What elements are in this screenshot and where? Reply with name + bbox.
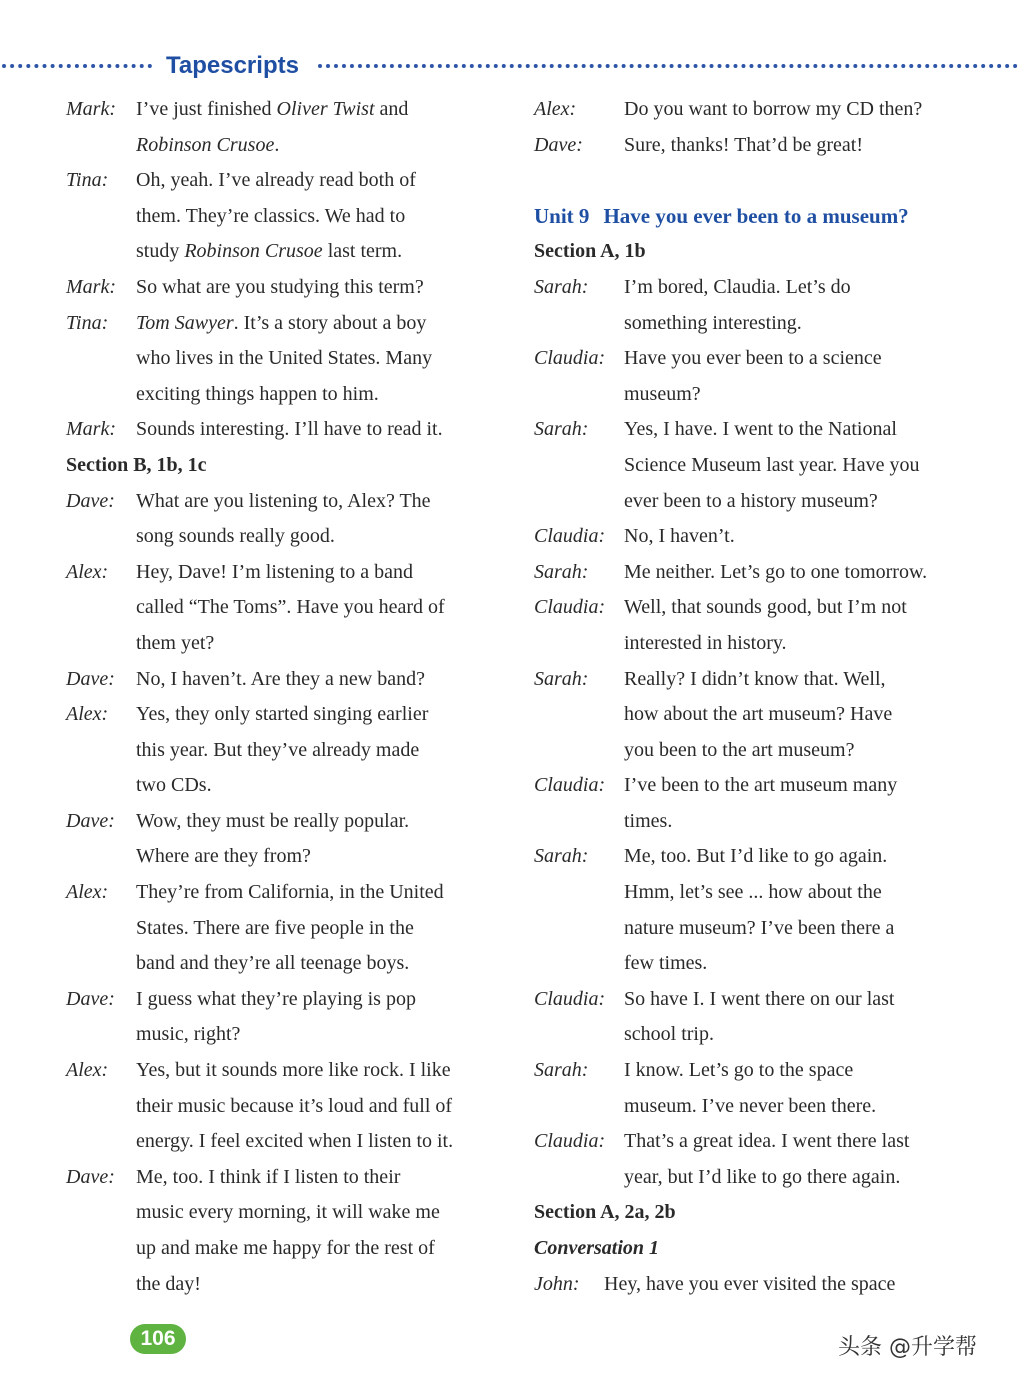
dialogue-text — [136, 1053, 506, 1089]
speaker-label: Dave: — [534, 133, 583, 156]
speaker-label: Sarah: — [534, 667, 589, 690]
speaker-label: Claudia: — [534, 987, 606, 1010]
dialogue-line — [534, 768, 994, 804]
text-fragment: times. — [624, 809, 673, 832]
book-title: Tom Sawyer — [136, 311, 234, 334]
header-dotted-rule-right — [318, 64, 1018, 68]
text-fragment: Oh, yeah. I’ve already read both of — [136, 169, 416, 192]
speaker-label — [534, 1089, 624, 1125]
text-fragment: museum. I’ve never been there. — [624, 1094, 877, 1117]
text-fragment: That’s a great idea. I went there last — [624, 1130, 910, 1153]
text-fragment: ever been to a history museum? — [624, 489, 878, 512]
dialogue-text — [136, 1089, 506, 1125]
dialogue-line — [534, 697, 994, 733]
speaker-label — [66, 519, 136, 555]
dialogue-text — [136, 911, 506, 947]
text-fragment: I’ve just finished — [136, 98, 277, 120]
dialogue-text — [136, 377, 506, 413]
dialogue-text — [136, 697, 506, 733]
dialogue-line — [66, 1089, 506, 1125]
dialogue-text — [136, 1195, 506, 1231]
text-fragment: I guess what they’re playing is pop — [136, 987, 416, 1010]
speaker-label — [66, 1231, 136, 1267]
dialogue-line — [534, 839, 994, 875]
text-fragment: energy. I feel excited when I listen to it. — [136, 1130, 454, 1153]
dialogue-line — [66, 484, 506, 520]
speaker-label: Alex: — [534, 98, 577, 120]
dialogue-text — [136, 234, 506, 270]
dialogue-line — [66, 163, 506, 199]
dialogue-text — [624, 555, 994, 591]
text-fragment: Where are they from? — [136, 845, 311, 868]
dialogue-line — [534, 519, 994, 555]
dialogue-text — [624, 412, 994, 448]
dialogue-line — [66, 590, 506, 626]
text-fragment: nature museum? I’ve been there a — [624, 916, 895, 939]
speaker-label — [534, 911, 624, 947]
text-fragment: school trip. — [624, 1023, 714, 1046]
dialogue-text — [624, 626, 994, 662]
dialogue-text — [136, 626, 506, 662]
dialogue-text — [136, 733, 506, 769]
dialogue-line — [534, 1017, 994, 1053]
speaker-label: Alex: — [66, 560, 109, 583]
dialogue-text — [624, 519, 994, 555]
dialogue-text — [136, 412, 506, 448]
dialogue-text — [136, 875, 506, 911]
speaker-label: Mark: — [66, 418, 116, 441]
text-fragment: Hmm, let’s see ... how about the — [624, 881, 882, 904]
dialogue-line — [66, 555, 506, 591]
dialogue-text — [624, 911, 994, 947]
dialogue-line — [66, 128, 506, 164]
speaker-label: Tina: — [66, 169, 109, 192]
speaker-label — [66, 1017, 136, 1053]
text-fragment: I know. Let’s go to the space — [624, 1059, 854, 1082]
speaker-label — [534, 484, 624, 520]
speaker-label — [534, 946, 624, 982]
dialogue-line — [534, 1053, 994, 1089]
speaker-label — [66, 768, 136, 804]
dialogue-text — [624, 946, 994, 982]
speaker-label: Sarah: — [534, 418, 589, 441]
text-fragment: something interesting. — [624, 311, 802, 334]
dialogue-text — [136, 128, 506, 164]
speaker-label — [534, 626, 624, 662]
text-fragment: exciting things happen to him. — [136, 382, 379, 405]
dialogue-line — [66, 662, 506, 698]
text-fragment: how about the art museum? Have — [624, 703, 893, 726]
dialogue-line — [534, 1089, 994, 1125]
dialogue-line — [534, 804, 994, 840]
speaker-label: Claudia: — [534, 525, 606, 548]
spacer — [534, 163, 994, 199]
text-fragment: Wow, they must be really popular. — [136, 809, 410, 832]
dialogue-line — [534, 270, 994, 306]
dialogue-line — [534, 911, 994, 947]
text-fragment: Hey, Dave! I’m listening to a band — [136, 560, 413, 583]
speaker-label: Dave: — [66, 809, 115, 832]
dialogue-line — [534, 733, 994, 769]
speaker-label — [66, 590, 136, 626]
text-fragment: music, right? — [136, 1023, 241, 1046]
text-fragment: Yes, I have. I went to the National — [624, 418, 897, 441]
dialogue-line — [66, 839, 506, 875]
dialogue-line — [66, 697, 506, 733]
dialogue-text — [136, 839, 506, 875]
speaker-label: Mark: — [66, 98, 116, 120]
speaker-label: Claudia: — [534, 347, 606, 370]
dialogue-line — [66, 626, 506, 662]
text-fragment: They’re from California, in the United — [136, 881, 444, 904]
text-fragment: Yes, they only started singing earlier — [136, 703, 429, 726]
text-fragment: who lives in the United States. Many — [136, 347, 433, 370]
text-fragment: So have I. I went there on our last — [624, 987, 895, 1010]
text-fragment: their music because it’s loud and full of — [136, 1094, 453, 1117]
speaker-label — [534, 804, 624, 840]
speaker-label — [534, 448, 624, 484]
dialogue-line — [66, 733, 506, 769]
dialogue-text — [624, 448, 994, 484]
header-dotted-rule-left — [2, 64, 152, 68]
dialogue-text — [624, 306, 994, 342]
text-fragment: Have you ever been to a science — [624, 347, 882, 370]
dialogue-line — [66, 1053, 506, 1089]
dialogue-text — [136, 768, 506, 804]
dialogue-text — [136, 982, 506, 1018]
speaker-label — [66, 1089, 136, 1125]
header-title: Tapescripts — [166, 52, 299, 79]
book-title: Robinson Crusoe — [136, 133, 275, 156]
text-fragment: So what are you studying this term? — [136, 275, 424, 298]
speaker-label — [66, 1124, 136, 1160]
dialogue-text — [136, 199, 506, 235]
dialogue-line — [534, 982, 994, 1018]
dialogue-line — [534, 590, 994, 626]
text-fragment: Yes, but it sounds more like rock. I like — [136, 1059, 451, 1082]
dialogue-text — [624, 662, 994, 698]
text-fragment: year, but I’d like to go there again. — [624, 1165, 901, 1188]
text-fragment: you been to the art museum? — [624, 738, 855, 761]
dialogue-text — [624, 733, 994, 769]
text-fragment: States. There are five people in the — [136, 916, 414, 939]
right-column — [534, 92, 994, 1302]
dialogue-text — [624, 1160, 994, 1196]
text-fragment: band and they’re all teenage boys. — [136, 952, 410, 975]
speaker-label: Alex: — [66, 703, 109, 726]
watermark-text: 头条 @升学帮 — [838, 1335, 977, 1360]
dialogue-line — [66, 1124, 506, 1160]
dialogue-text — [624, 92, 994, 128]
page-number-badge: 106 — [130, 1324, 186, 1354]
dialogue-line — [66, 1231, 506, 1267]
dialogue-text — [136, 270, 506, 306]
page-header — [0, 50, 1024, 82]
dialogue-text — [604, 1267, 994, 1303]
book-title: Oliver Twist — [276, 98, 375, 120]
text-fragment: this year. But they’ve already made — [136, 738, 420, 761]
dialogue-line — [66, 946, 506, 982]
dialogue-line — [534, 484, 994, 520]
speaker-label — [534, 306, 624, 342]
dialogue-line — [534, 1160, 994, 1196]
speaker-label — [66, 626, 136, 662]
speaker-label — [534, 1160, 624, 1196]
speaker-label — [66, 733, 136, 769]
text-fragment: up and make me happy for the rest of — [136, 1237, 435, 1259]
speaker-label: Claudia: — [534, 596, 606, 619]
text-fragment: interested in history. — [624, 631, 787, 654]
text-fragment: them yet? — [136, 631, 215, 654]
speaker-label — [66, 128, 136, 164]
text-fragment: museum? — [624, 382, 701, 405]
dialogue-text — [624, 875, 994, 911]
dialogue-text — [136, 590, 506, 626]
section-heading: Section A, 2a, 2b — [534, 1201, 676, 1224]
dialogue-line — [66, 234, 506, 270]
speaker-label: Dave: — [66, 667, 115, 690]
speaker-label: Claudia: — [534, 1130, 606, 1153]
text-fragment: two CDs. — [136, 774, 212, 797]
unit-title: Have you ever been to a museum? — [603, 203, 909, 228]
dialogue-text — [624, 768, 994, 804]
dialogue-line — [534, 875, 994, 911]
speaker-label — [66, 839, 136, 875]
dialogue-text — [136, 306, 506, 342]
speaker-label — [66, 341, 136, 377]
speaker-label: Dave: — [66, 987, 115, 1010]
text-fragment: music every morning, it will wake me — [136, 1201, 440, 1224]
speaker-label: Alex: — [66, 881, 109, 904]
dialogue-text — [136, 804, 506, 840]
dialogue-line — [66, 804, 506, 840]
dialogue-text — [624, 804, 994, 840]
text-fragment: the day! — [136, 1272, 201, 1295]
dialogue-line — [534, 377, 994, 413]
dialogue-text — [624, 484, 994, 520]
text-fragment: study — [136, 240, 185, 263]
speaker-label — [534, 697, 624, 733]
book-title: Robinson Crusoe — [184, 240, 323, 263]
dialogue-text — [624, 1124, 994, 1160]
dialogue-line — [66, 768, 506, 804]
text-fragment: Me, too. But I’d like to go again. — [624, 845, 888, 868]
dialogue-line — [66, 519, 506, 555]
section-heading: Section A, 1b — [534, 240, 646, 263]
dialogue-line — [66, 911, 506, 947]
text-fragment: I’ve been to the art museum many — [624, 774, 898, 797]
dialogue-text — [624, 377, 994, 413]
text-fragment: No, I haven’t. — [624, 525, 735, 548]
dialogue-line — [534, 448, 994, 484]
dialogue-line — [534, 412, 994, 448]
unit-number: Unit 9 — [534, 203, 590, 228]
dialogue-text — [624, 128, 994, 164]
dialogue-line — [66, 199, 506, 235]
speaker-label — [534, 875, 624, 911]
dialogue-text — [136, 662, 506, 698]
dialogue-line — [66, 875, 506, 911]
unit-heading — [534, 199, 994, 235]
text-fragment: What are you listening to, Alex? The — [136, 489, 431, 512]
dialogue-text — [136, 1267, 506, 1303]
dialogue-text — [624, 341, 994, 377]
text-fragment: Science Museum last year. Have you — [624, 453, 920, 476]
speaker-label: Sarah: — [534, 560, 589, 583]
dialogue-text — [136, 946, 506, 982]
section-heading: Section B, 1b, 1c — [66, 453, 207, 476]
text-fragment: Me, too. I think if I listen to their — [136, 1165, 401, 1188]
text-fragment: Really? I didn’t know that. Well, — [624, 667, 886, 690]
text-fragment: song sounds really good. — [136, 525, 335, 548]
text-fragment: . It’s a story about a boy — [233, 311, 427, 334]
dialogue-text — [136, 92, 506, 128]
speaker-label: Dave: — [66, 1165, 115, 1188]
dialogue-text — [624, 1053, 994, 1089]
conversation-label: Conversation 1 — [534, 1237, 660, 1259]
speaker-label — [66, 377, 136, 413]
text-fragment: last term. — [322, 240, 403, 263]
dialogue-line — [534, 128, 994, 164]
dialogue-text — [136, 1231, 506, 1267]
text-fragment: Me neither. Let’s go to one tomorrow. — [624, 560, 928, 583]
text-fragment: I’m bored, Claudia. Let’s do — [624, 275, 851, 298]
dialogue-line — [66, 1160, 506, 1196]
dialogue-line — [534, 306, 994, 342]
speaker-label — [66, 199, 136, 235]
text-fragment: them. They’re classics. We had to — [136, 204, 406, 227]
speaker-label — [66, 1195, 136, 1231]
dialogue-line — [534, 92, 994, 128]
dialogue-line — [66, 92, 506, 128]
speaker-label: Sarah: — [534, 845, 589, 868]
dialogue-line — [66, 1017, 506, 1053]
text-fragment: No, I haven’t. Are they a new band? — [136, 667, 425, 690]
dialogue-line — [66, 270, 506, 306]
dialogue-line — [66, 982, 506, 1018]
dialogue-text — [136, 555, 506, 591]
dialogue-line — [534, 1267, 994, 1303]
dialogue-text — [136, 341, 506, 377]
text-fragment: and — [374, 98, 409, 120]
speaker-label: Tina: — [66, 311, 109, 334]
text-fragment: Do you want to borrow my CD then? — [624, 98, 923, 120]
dialogue-text — [624, 1017, 994, 1053]
text-fragment: called “The Toms”. Have you heard of — [136, 596, 445, 619]
text-fragment: . — [274, 133, 280, 156]
dialogue-line — [534, 1124, 994, 1160]
dialogue-text — [136, 484, 506, 520]
dialogue-line — [66, 341, 506, 377]
dialogue-text — [624, 839, 994, 875]
dialogue-text — [136, 1160, 506, 1196]
dialogue-text — [136, 519, 506, 555]
dialogue-text — [624, 982, 994, 1018]
speaker-label: Alex: — [66, 1059, 109, 1082]
speaker-label — [534, 377, 624, 413]
speaker-label — [66, 234, 136, 270]
dialogue-text — [136, 1124, 506, 1160]
speaker-label: Sarah: — [534, 1059, 589, 1082]
speaker-label: John: — [534, 1272, 580, 1295]
dialogue-text — [136, 163, 506, 199]
dialogue-text — [624, 697, 994, 733]
dialogue-line — [66, 377, 506, 413]
dialogue-line — [534, 555, 994, 591]
dialogue-line — [66, 1195, 506, 1231]
left-column — [66, 92, 506, 1302]
speaker-label: Claudia: — [534, 774, 606, 797]
dialogue-line — [534, 626, 994, 662]
speaker-label: Dave: — [66, 489, 115, 512]
dialogue-line — [534, 662, 994, 698]
speaker-label — [534, 733, 624, 769]
dialogue-text — [624, 590, 994, 626]
speaker-label — [66, 946, 136, 982]
speaker-label — [66, 911, 136, 947]
text-fragment: few times. — [624, 952, 708, 975]
dialogue-line — [534, 946, 994, 982]
speaker-label — [534, 1017, 624, 1053]
text-fragment: Well, that sounds good, but I’m not — [624, 596, 907, 619]
dialogue-text — [624, 270, 994, 306]
dialogue-line — [66, 412, 506, 448]
text-fragment: Sure, thanks! That’d be great! — [624, 133, 863, 156]
dialogue-text — [136, 1017, 506, 1053]
dialogue-line — [66, 306, 506, 342]
text-fragment: Sounds interesting. I’ll have to read it. — [136, 418, 443, 441]
speaker-label: Mark: — [66, 275, 116, 298]
dialogue-line — [66, 1267, 506, 1303]
speaker-label: Sarah: — [534, 275, 589, 298]
dialogue-text — [624, 1089, 994, 1125]
text-fragment: Hey, have you ever visited the space — [604, 1272, 896, 1295]
speaker-label — [66, 1267, 136, 1303]
dialogue-line — [534, 341, 994, 377]
